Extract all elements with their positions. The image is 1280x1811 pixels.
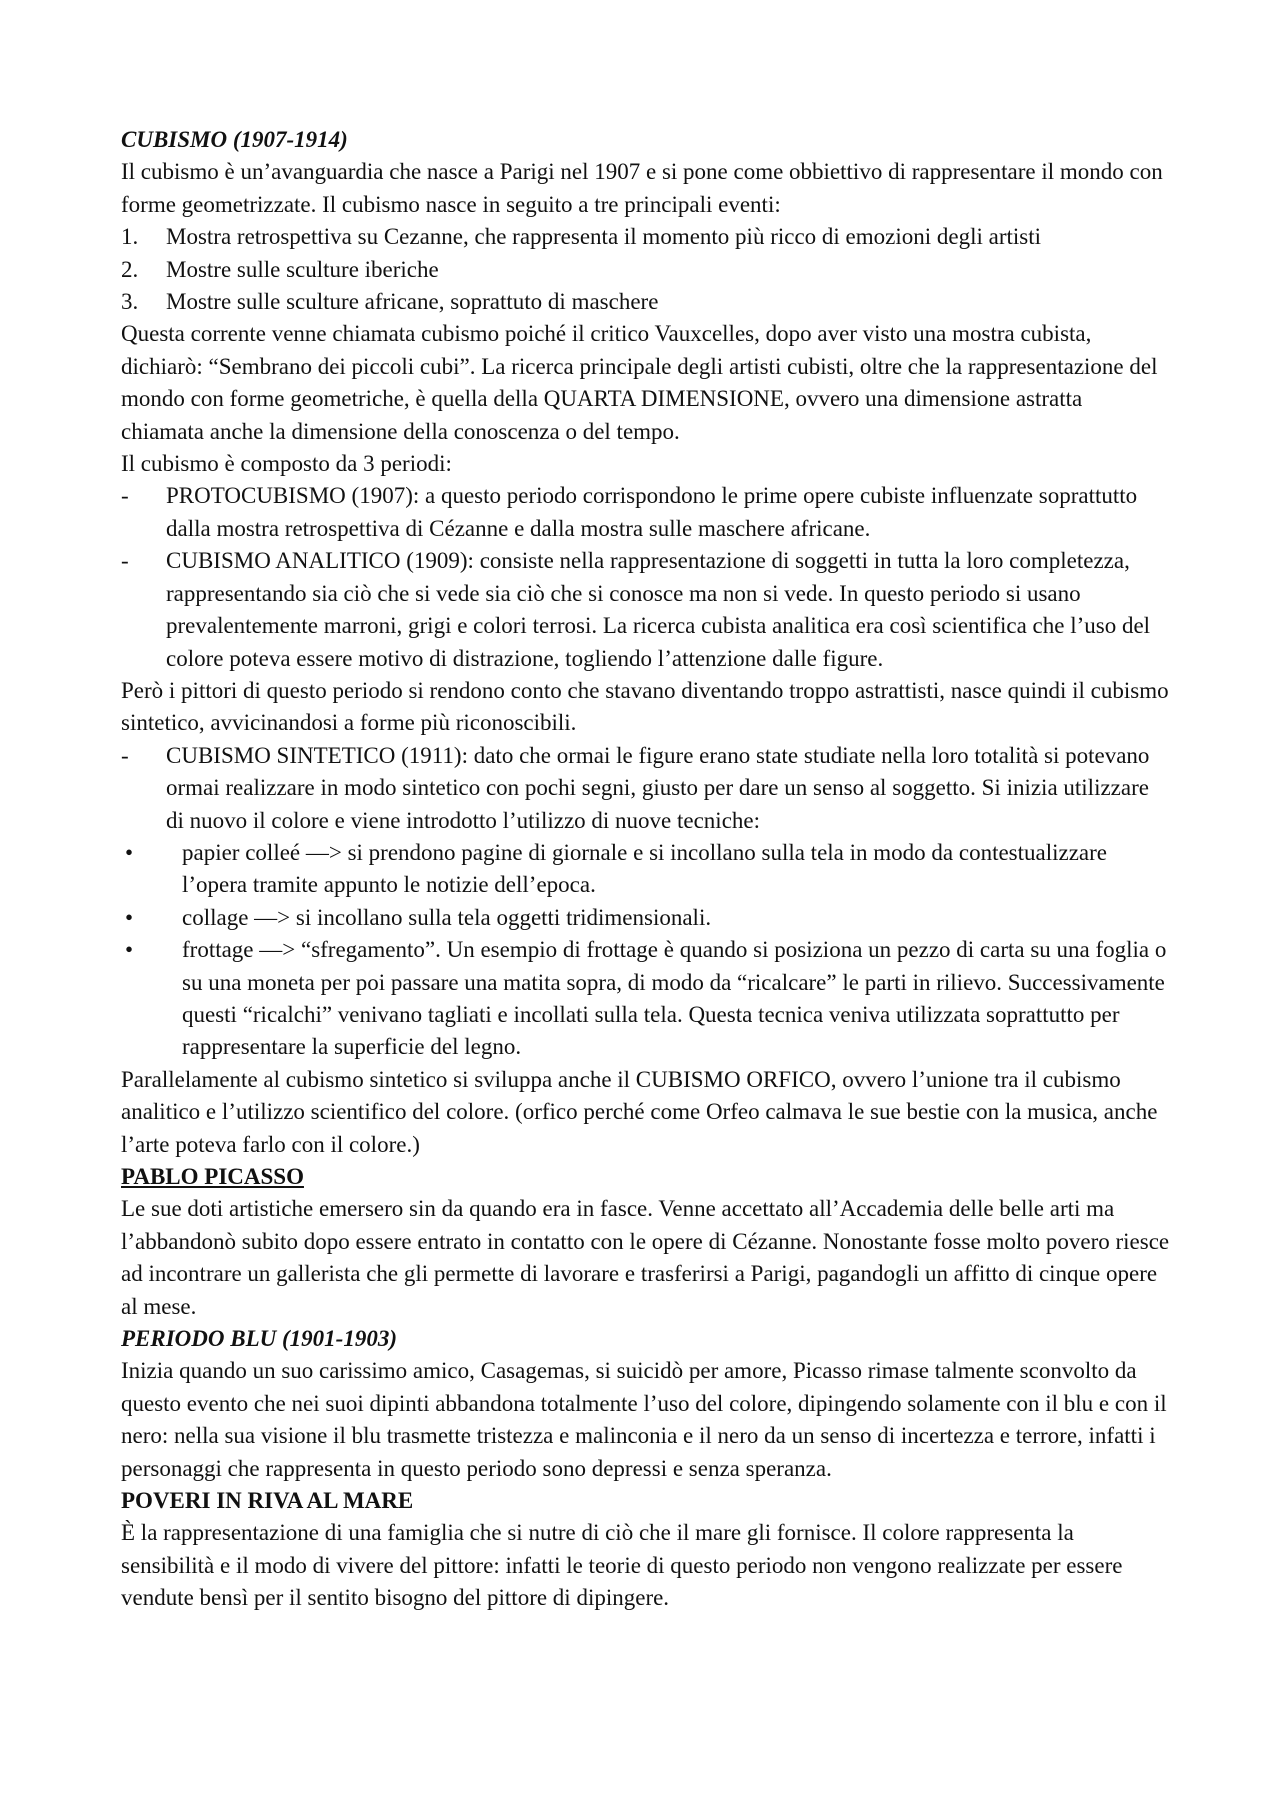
list-item-text: collage —> si incollano sulla tela oggetti tridimensionali. bbox=[182, 904, 712, 930]
transition-paragraph: Però i pittori di questo periodo si rendono conto che stavano diventando troppo astrattisti, nasce quindi il cubismo sintetico, avvicinandosi a forme più riconoscibili. bbox=[121, 677, 1169, 736]
list-item bbox=[121, 934, 1170, 1064]
list-item-text: CUBISMO SINTETICO (1911): dato che ormai le figure erano state studiate nella loro totalità si potevano ormai realizzare in modo sintetico con pochi segni, giusto per dare un senso al soggetto. Si inizia utilizzare di nuovo il colore e viene introdotto l’utilizzo di nuove tecniche: bbox=[166, 742, 1150, 833]
list-item bbox=[121, 545, 1170, 675]
list-item-text: papier colleé —> si prendono pagine di giornale e si incollano sulla tela in modo da contestualizzare l’opera tramite appunto le notizie dell’epoca. bbox=[182, 839, 1107, 898]
cubismo-name-paragraph: Questa corrente venne chiamata cubismo poiché il critico Vauxcelles, dopo aver visto una mostra cubista, dichiarò: “Sembrano dei piccoli cubi”. La ricerca principale degli artisti cubisti, oltre che la rappresentazione del mondo con forme geometriche, è quella della QUARTA DIMENSIONE, ovvero una dimensione astratta chiamata anche la dimensione della conoscenza o del tempo. bbox=[121, 321, 1158, 444]
techniques-list bbox=[121, 837, 1170, 1064]
periods-list-continued bbox=[121, 740, 1170, 837]
bullet-marker: • bbox=[125, 904, 134, 930]
periodo-blu-text: Inizia quando un suo carissimo amico, Casagemas, si suicidò per amore, Picasso rimase talmente sconvolto da questo evento che nei suoi dipinti abbandona totalmente l’uso del colore, dipingendo solamente con il blu e con il nero: nella sua visione il blu trasmette tristezza e malinconia e il nero da un senso di incertezza e terrore, infatti i personaggi che rappresenta in questo periodo sono depressi e senza speranza. bbox=[121, 1358, 1167, 1481]
cubismo-heading: CUBISMO (1907-1914) bbox=[121, 127, 348, 152]
poveri-text: È la rappresentazione di una famiglia che si nutre di ciò che il mare gli fornisce. Il colore rappresenta la sensibilità e il modo di vivere del pittore: infatti le teorie di questo periodo non vengono realizzate per essere vendute bensì per il sentito bisogno del pittore di dipingere. bbox=[121, 1520, 1123, 1611]
picasso-heading: PABLO PICASSO bbox=[121, 1164, 304, 1189]
list-item-text: PROTOCUBISMO (1907): a questo periodo corrispondono le prime opere cubiste influenzate soprattutto dalla mostra retrospettiva di Cézanne e dalla mostra sulle maschere africane. bbox=[166, 483, 1138, 541]
list-item bbox=[121, 837, 1170, 902]
list-item bbox=[121, 286, 1170, 318]
periodo-blu-heading: PERIODO BLU (1901-1903) bbox=[121, 1326, 397, 1352]
list-item bbox=[121, 221, 1170, 253]
list-item bbox=[121, 740, 1170, 837]
periods-intro: Il cubismo è composto da 3 periodi: bbox=[121, 451, 452, 477]
list-marker: 1. bbox=[121, 224, 139, 250]
list-item-text: Mostra retrospettiva su Cezanne, che rappresenta il momento più ricco di emozioni degli artisti bbox=[166, 224, 1042, 250]
list-marker: 3. bbox=[121, 289, 139, 315]
list-item bbox=[121, 480, 1170, 545]
cubismo-intro: Il cubismo è un’avanguardia che nasce a Parigi nel 1907 e si pone come obbiettivo di rappresentare il mondo con forme geometrizzate. Il cubismo nasce in seguito a tre principali eventi: bbox=[121, 159, 1163, 217]
list-item-text: CUBISMO ANALITICO (1909): consiste nella rappresentazione di soggetti in tutta la loro completezza, rappresentando sia ciò che si vede sia ciò che si conosce ma non si vede. In questo periodo si usano prevalentemente marroni, grigi e colori terrosi. La ricerca cubista analitica era così scientifica che l’uso del colore poteva essere motivo di distrazione, togliendo l’attenzione dalle figure. bbox=[166, 548, 1151, 671]
orfico-paragraph: Parallelamente al cubismo sintetico si sviluppa anche il CUBISMO ORFICO, ovvero l’unione tra il cubismo analitico e l’utilizzo scientifico del colore. (orfico perché come Orfeo calmava le sue bestie con la musica, anche l’arte poteva farlo con il colore.) bbox=[121, 1066, 1158, 1157]
list-marker: - bbox=[121, 742, 129, 768]
list-item bbox=[121, 902, 1170, 934]
list-marker: - bbox=[121, 483, 129, 509]
picasso-bio: Le sue doti artistiche emersero sin da quando era in fasce. Venne accettato all’Accademia delle belle arti ma l’abbandonò subito dopo essere entrato in contatto con le opere di Cézanne. Nonostante fosse molto povero riesce ad incontrare un gallerista che gli permette di lavorare e trasferirsi a Parigi, pagandogli un affitto di cinque opere al mese. bbox=[121, 1196, 1170, 1319]
list-marker: - bbox=[121, 548, 129, 574]
list-marker: 2. bbox=[121, 256, 139, 282]
list-item-text: frottage —> “sfregamento”. Un esempio di frottage è quando si posiziona un pezzo di carta su una foglia o su una moneta per poi passare una matita sopra, di modo da “ricalcare” le parti in rilievo. Successivamente questi “ricalchi” venivano tagliati e incollati sulla tela. Questa tecnica veniva utilizzata soprattutto per rappresentare la superficie del legno. bbox=[182, 937, 1167, 1060]
poveri-heading: POVERI IN RIVA AL MARE bbox=[121, 1488, 414, 1514]
list-item-text: Mostre sulle sculture africane, soprattuto di maschere bbox=[166, 289, 659, 315]
list-item-text: Mostre sulle sculture iberiche bbox=[166, 256, 439, 282]
list-item bbox=[121, 254, 1170, 286]
bullet-marker: • bbox=[125, 839, 134, 865]
events-list bbox=[121, 221, 1170, 318]
bullet-marker: • bbox=[125, 937, 134, 963]
periods-list bbox=[121, 480, 1170, 674]
